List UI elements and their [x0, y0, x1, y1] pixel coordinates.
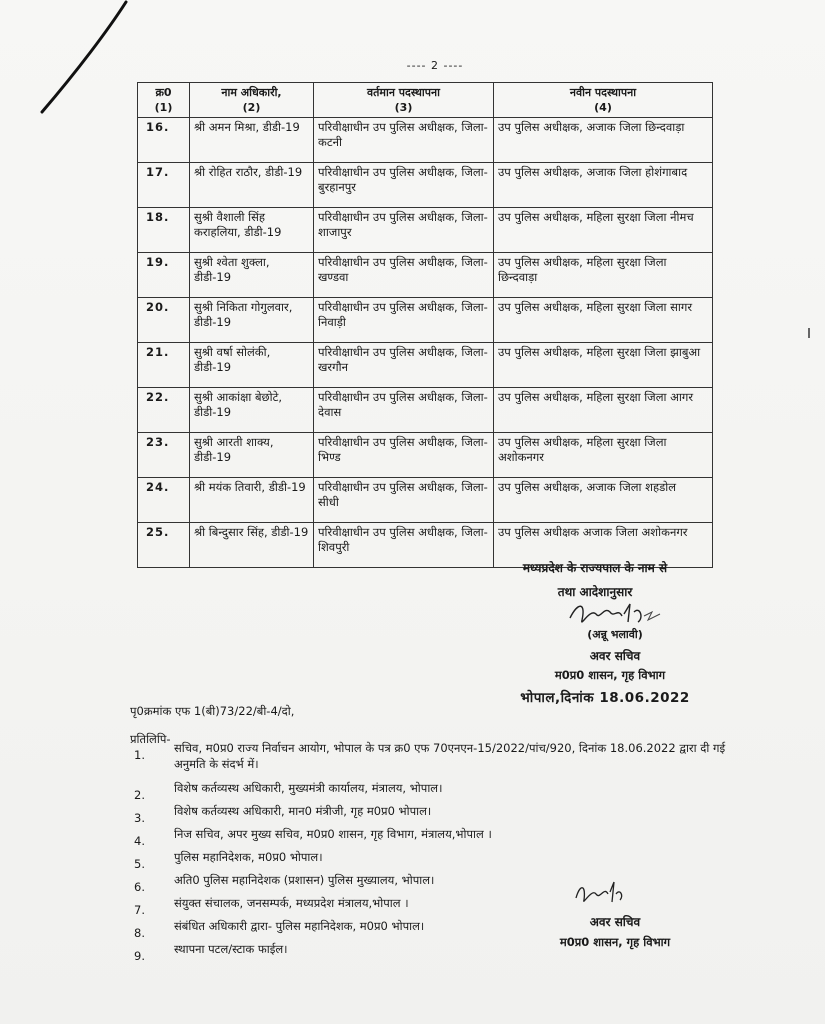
- table-row: [138, 118, 713, 163]
- copy-item-text: अति0 पुलिस महानिदेशक (प्रशासन) पुलिस मुख्यालय, भोपाल।: [174, 873, 435, 887]
- row-sno: 24.: [138, 478, 190, 523]
- row-name: सुश्री वर्षा सोलंकी, डीडी-19: [190, 343, 314, 388]
- row-new-posting: उप पुलिस अधीक्षक, महिला सुरक्षा जिला सागर: [494, 298, 713, 343]
- row-name: सुश्री आकांक्षा बेछोटे, डीडी-19: [190, 388, 314, 433]
- copy-item-number: 9.: [134, 949, 145, 963]
- row-current-posting: परिवीक्षाधीन उप पुलिस अधीक्षक, जिला- देवास: [314, 388, 494, 433]
- row-new-posting: उप पुलिस अधीक्षक, महिला सुरक्षा जिला छिन्दवाड़ा: [494, 253, 713, 298]
- row-sno: 18.: [138, 208, 190, 253]
- row-current-posting: परिवीक्षाधीन उप पुलिस अधीक्षक, जिला- शिवपुरी: [314, 523, 494, 568]
- signatory-department: म0प्र0 शासन, गृह विभाग: [554, 668, 666, 682]
- copy-item-text: पुलिस महानिदेशक, म0प्र0 भोपाल।: [174, 850, 323, 864]
- row-sno: 19.: [138, 253, 190, 298]
- row-current-posting: परिवीक्षाधीन उप पुलिस अधीक्षक, जिला- कटनी: [314, 118, 494, 163]
- copy-item-text: सचिव, म0प्र0 राज्य निर्वाचन आयोग, भोपाल के पत्र क्र0 एफ 70एनएन-15/2022/पांच/920, दिनांक 18.06.2022 द्वारा दी गई अनुमति के संदर्भ में।: [174, 741, 726, 771]
- row-name: सुश्री आरती शाक्य, डीडी-19: [190, 433, 314, 478]
- row-sno: 20.: [138, 298, 190, 343]
- row-sno: 16.: [138, 118, 190, 163]
- table-header-row: [138, 83, 713, 118]
- copy-item-text: विशेष कर्तव्यस्थ अधिकारी, मुख्यमंत्री कार्यालय, मंत्रालय, भोपाल।: [174, 781, 443, 795]
- footer-signature-image: [570, 878, 630, 910]
- signatory-name: (अन्नू भलावी): [587, 628, 643, 641]
- row-sno: 25.: [138, 523, 190, 568]
- row-new-posting: उप पुलिस अधीक्षक, महिला सुरक्षा जिला नीमच: [494, 208, 713, 253]
- table-row: [138, 253, 713, 298]
- row-current-posting: परिवीक्षाधीन उप पुलिस अधीक्षक, जिला- सीधी: [314, 478, 494, 523]
- row-new-posting: उप पुलिस अधीक्षक, अजाक जिला होशंगाबाद: [494, 163, 713, 208]
- row-name: सुश्री श्वेता शुक्ला, डीडी-19: [190, 253, 314, 298]
- row-sno: 17.: [138, 163, 190, 208]
- table-row: [138, 478, 713, 523]
- row-new-posting: उप पुलिस अधीक्षक, महिला सुरक्षा जिला अशोकनगर: [494, 433, 713, 478]
- copy-item-text: संयुक्त संचालक, जनसम्पर्क, मध्यप्रदेश मंत्रालय,भोपाल ।: [174, 896, 409, 910]
- row-new-posting: उप पुलिस अधीक्षक, अजाक जिला शहडोल: [494, 478, 713, 523]
- row-name: सुश्री वैशाली सिंह कराहलिया, डीडी-19: [190, 208, 314, 253]
- copy-item-text: विशेष कर्तव्यस्थ अधिकारी, मान0 मंत्रीजी, गृह म0प्र0 भोपाल।: [174, 804, 432, 818]
- row-new-posting: उप पुलिस अधीक्षक, महिला सुरक्षा जिला झाबुआ: [494, 343, 713, 388]
- table-row: [138, 163, 713, 208]
- row-sno: 23.: [138, 433, 190, 478]
- copy-item-number: 1.: [134, 748, 145, 762]
- header-current-posting: वर्तमान पदस्थापना (3): [314, 83, 494, 118]
- copy-item-text: निज सचिव, अपर मुख्य सचिव, म0प्र0 शासन, गृह विभाग, मंत्रालय,भोपाल ।: [174, 827, 492, 841]
- table-row: [138, 298, 713, 343]
- row-sno: 21.: [138, 343, 190, 388]
- row-new-posting: उप पुलिस अधीक्षक, अजाक जिला छिन्दवाड़ा: [494, 118, 713, 163]
- copy-item-number: 8.: [134, 926, 145, 940]
- row-name: श्री बिन्दुसार सिंह, डीडी-19: [190, 523, 314, 568]
- copy-item-number: 5.: [134, 857, 145, 871]
- copy-item-number: 3.: [134, 811, 145, 825]
- copy-item-number: 4.: [134, 834, 145, 848]
- page-number: ---- 2 ----: [406, 59, 464, 72]
- row-name: श्री अमन मिश्रा, डीडी-19: [190, 118, 314, 163]
- place-date: भोपाल,दिनांक 18.06.2022: [520, 690, 690, 706]
- row-sno: 22.: [138, 388, 190, 433]
- row-current-posting: परिवीक्षाधीन उप पुलिस अधीक्षक, जिला- निवाड़ी: [314, 298, 494, 343]
- margin-mark: [808, 328, 810, 338]
- pen-stroke-mark: [38, 0, 128, 115]
- copy-item-text: संबंधित अधिकारी द्वारा- पुलिस महानिदेशक, म0प्र0 भोपाल।: [174, 919, 425, 933]
- row-current-posting: परिवीक्षाधीन उप पुलिस अधीक्षक, जिला- शाजापुर: [314, 208, 494, 253]
- row-current-posting: परिवीक्षाधीन उप पुलिस अधीक्षक, जिला- बुरहानपुर: [314, 163, 494, 208]
- row-new-posting: उप पुलिस अधीक्षक अजाक जिला अशोकनगर: [494, 523, 713, 568]
- table-row: [138, 388, 713, 433]
- reference-number: पृ0क्रमांक एफ 1(बी)73/22/बी-4/दो,: [130, 704, 295, 718]
- row-current-posting: परिवीक्षाधीन उप पुलिस अधीक्षक, जिला- भिण्ड: [314, 433, 494, 478]
- row-current-posting: परिवीक्षाधीन उप पुलिस अधीक्षक, जिला- खण्डवा: [314, 253, 494, 298]
- order-line-1: मध्यप्रदेश के राज्यपाल के नाम से: [522, 561, 668, 575]
- row-name: सुश्री निकिता गोगुलवार, डीडी-19: [190, 298, 314, 343]
- copy-item-text: स्थापना पटल/स्टाक फाईल।: [174, 942, 288, 956]
- row-new-posting: उप पुलिस अधीक्षक, महिला सुरक्षा जिला आगर: [494, 388, 713, 433]
- transfer-table: [137, 82, 713, 568]
- header-new-posting: नवीन पदस्थापना (4): [494, 83, 713, 118]
- header-sno: क्र0 (1): [138, 83, 190, 118]
- copy-item-number: 2.: [134, 788, 145, 802]
- copy-item-number: 6.: [134, 880, 145, 894]
- row-current-posting: परिवीक्षाधीन उप पुलिस अधीक्षक, जिला- खरगौन: [314, 343, 494, 388]
- copy-item-number: 7.: [134, 903, 145, 917]
- table-row: [138, 208, 713, 253]
- signatory-designation: अवर सचिव: [589, 649, 641, 663]
- header-name: नाम अधिकारी, (2): [190, 83, 314, 118]
- footer-department: म0प्र0 शासन, गृह विभाग: [559, 935, 671, 949]
- copy-label: प्रतिलिपि-: [130, 732, 171, 746]
- order-line-2: तथा आदेशानुसार: [557, 585, 633, 599]
- row-name: श्री रोहित राठौर, डीडी-19: [190, 163, 314, 208]
- row-name: श्री मयंक तिवारी, डीडी-19: [190, 478, 314, 523]
- footer-designation: अवर सचिव: [589, 915, 641, 929]
- table-row: [138, 343, 713, 388]
- table-row: [138, 433, 713, 478]
- order-authority: [480, 556, 710, 604]
